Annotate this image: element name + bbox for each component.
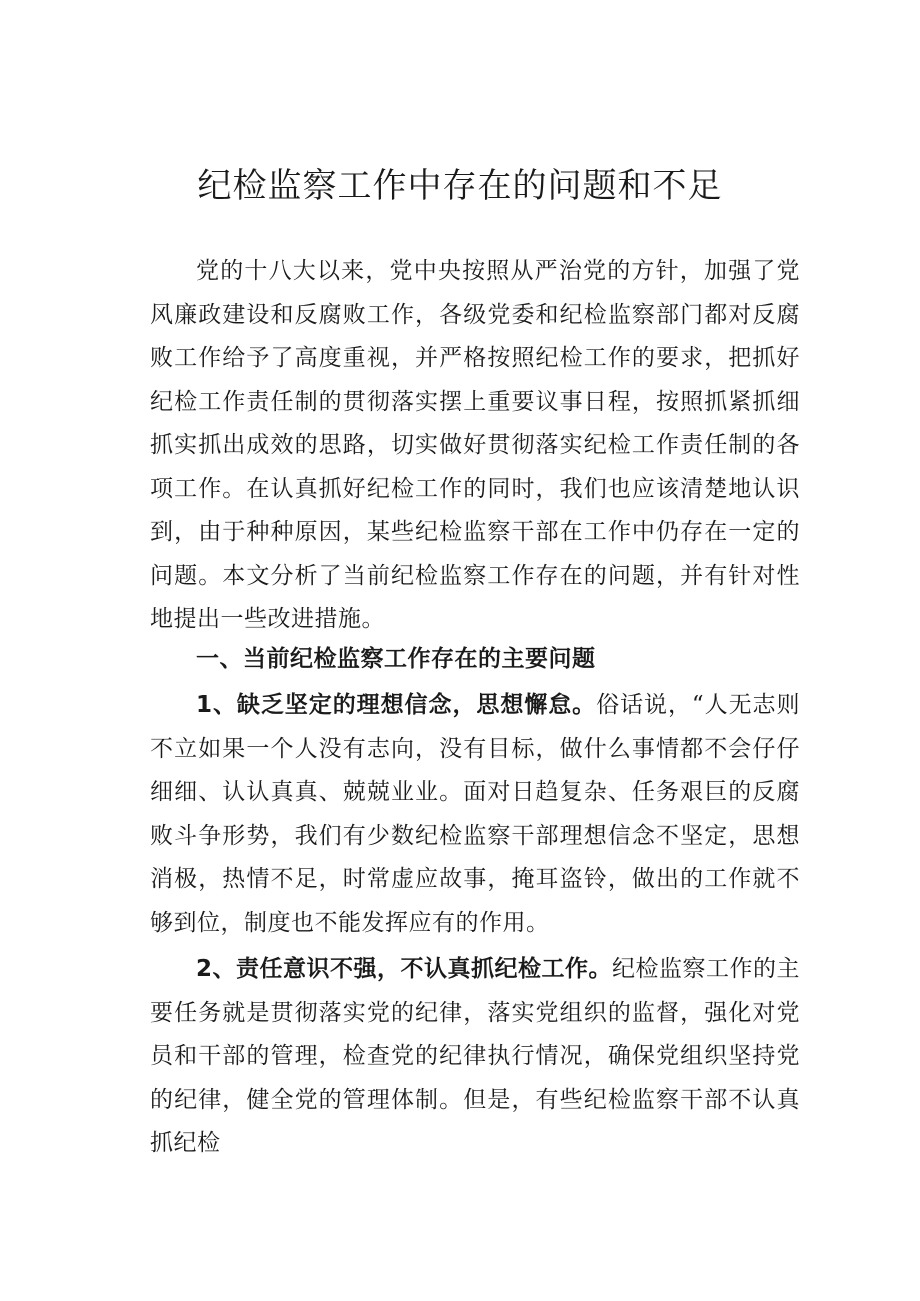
item-text: 纪检监察工作的主要任务就是贯彻落实党的纪律，落实党组织的监督，强化对党员和干部的管理，检查党的纪律执行情况，确保党组织坚持党的纪律，健全党的管理体制。但是，有些纪检监察干部不认真抓纪检 [150,956,801,1156]
page-title: 纪检监察工作中存在的问题和不足 [197,166,723,206]
item-lead: 1、缺乏坚定的理想信念，思想懈怠。 [196,692,597,718]
item-text: 俗话说，“人无志则不立如果一个人没有志向，没有目标，做什么事情都不会仔仔细细、认认真真、兢兢业业。面对日趋复杂、任务艰巨的反腐败斗争形势，我们有少数纪检监察干部理想信念不坚定，思想消极，热情不足，时常虚应故事，掩耳盗铃，做出的工作就不够到位，制度也不能发挥应有的作用。 [150,692,800,936]
intro-paragraph: 党的十八大以来，党中央按照从严治党的方针，加强了党风廉政建设和反腐败工作，各级党委和纪检监察部门都对反腐败工作给予了高度重视，并严格按照纪检工作的要求，把抓好纪检工作责任制的贯彻落实摆上重要议事日程，按照抓紧抓细抓实抓出成效的思路，切实做好贯彻落实纪检工作责任制的各项工作。在认真抓好纪检工作的同时，我们也应该清楚地认识到，由于种种原因，某些纪检监察干部在工作中仍存在一定的问题。本文分析了当前纪检监察工作存在的问题，并有针对性地提出一些改进措施。 [150,258,800,632]
list-item [150,948,800,1166]
item-lead: 2、责任意识不强，不认真抓纪检工作。 [196,956,613,982]
list-item [150,684,800,945]
section-heading: 一、当前纪检监察工作存在的主要问题 [196,646,596,672]
